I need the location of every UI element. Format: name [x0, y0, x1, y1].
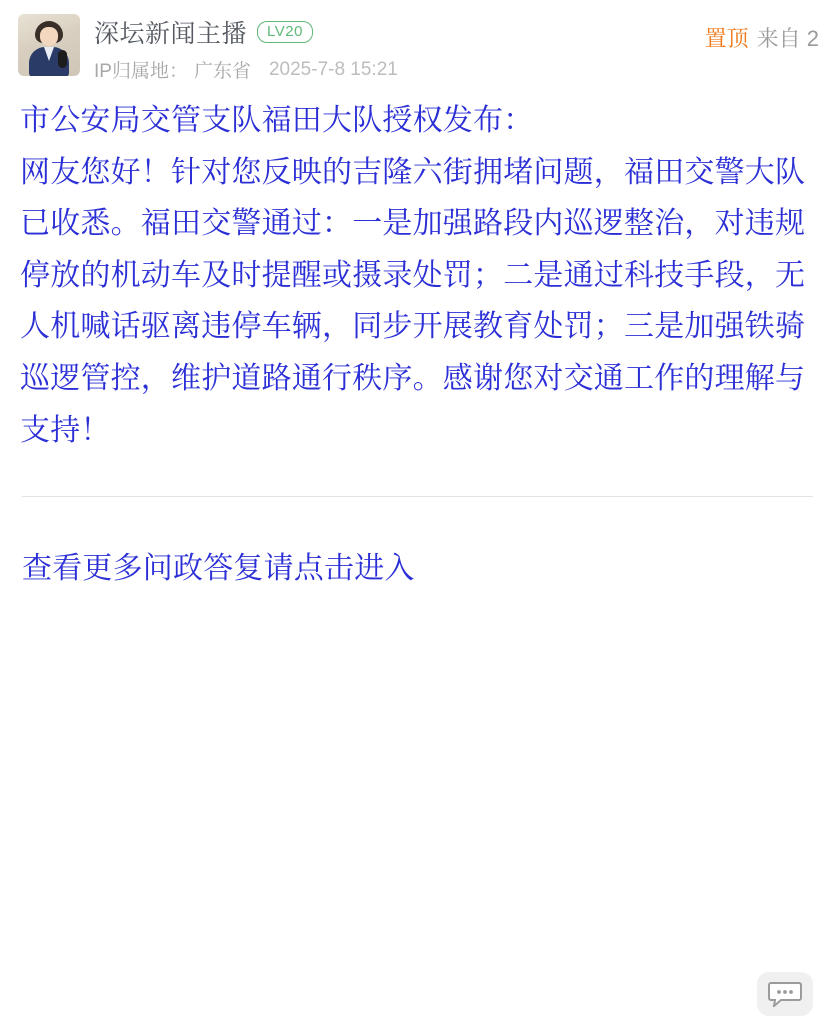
- ip-location-value: 广东省: [193, 61, 251, 82]
- author-name[interactable]: 深坛新闻主播: [94, 20, 248, 48]
- post-timestamp: 2025-7-8 15:21: [268, 58, 398, 80]
- author-name-row: [94, 14, 398, 50]
- comment-bubble-icon: [768, 981, 802, 1007]
- avatar[interactable]: [18, 14, 80, 76]
- post-header: [0, 0, 835, 89]
- ip-location: [94, 56, 251, 83]
- comment-button[interactable]: [757, 972, 813, 1016]
- pinned-badge: 置顶: [704, 26, 749, 51]
- avatar-face: [40, 27, 58, 46]
- post-meta-row: [94, 56, 398, 83]
- ip-location-label: IP归属地：: [94, 61, 188, 82]
- microphone-icon: [58, 50, 67, 68]
- post-content-line-2: 网友您好！针对您反映的吉隆六街拥堵问题，福田交警大队已收悉。福田交警通过：一是加强路段内巡逻整治，对违规停放的机动车及时提醒或摄录处罚；二是通过科技手段，无人机喊话驱离违停车辆，同步开展教育处罚；三是加强铁骑巡逻管控，维护道路通行秩序。感谢您对交通工作的理解与支持！: [20, 155, 806, 447]
- post-content: [0, 89, 835, 456]
- more-replies-link[interactable]: 查看更多问政答复请点击进入: [22, 552, 415, 586]
- level-badge: LV20: [257, 21, 313, 43]
- post-content-line-1: 市公安局交管支队福田大队授权发布：: [20, 104, 534, 137]
- author-info: [94, 12, 398, 83]
- post-header-right: [705, 22, 819, 53]
- post-source-label: 来自 2: [756, 26, 819, 51]
